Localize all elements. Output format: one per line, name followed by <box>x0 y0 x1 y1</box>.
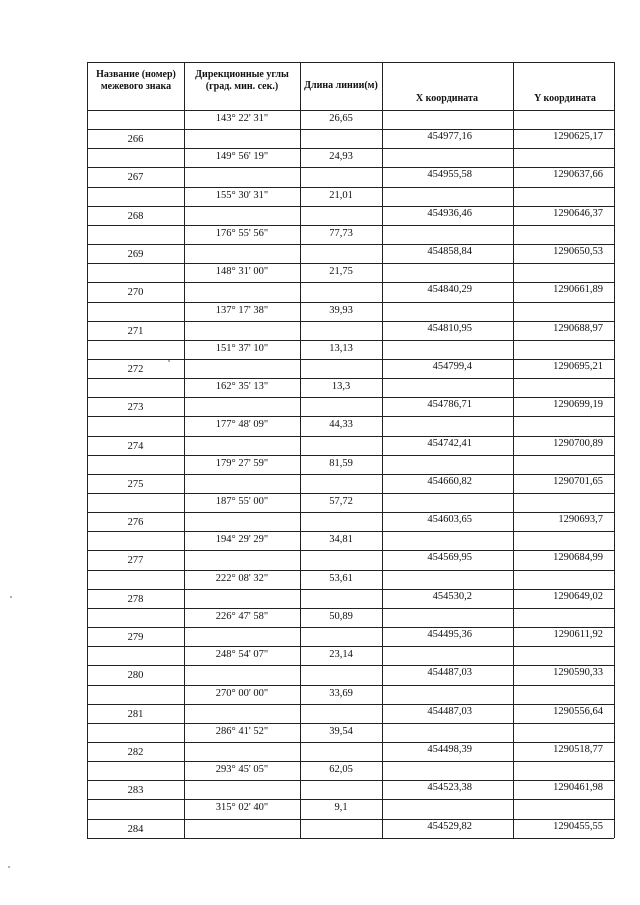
segment-angle: 187° 55' 00" <box>215 496 269 507</box>
segment-angle: 149° 56' 19" <box>215 151 269 163</box>
segment-angle: 226° 47' 58" <box>215 610 269 622</box>
table-row-rule <box>87 167 614 168</box>
segment-length: 21,75 <box>329 266 353 278</box>
segment-length: 50,89 <box>329 610 353 622</box>
table-row-rule <box>87 742 614 743</box>
table-row-rule <box>87 359 614 360</box>
point-x-coordinate: 454977,16 <box>427 131 472 143</box>
point-y-coordinate: 1290699,19 <box>553 399 603 411</box>
segment-length: 77,73 <box>329 227 353 239</box>
segment-length: 13,13 <box>329 342 353 354</box>
table-row-rule <box>87 436 614 437</box>
boundary-points-table <box>87 62 614 838</box>
table-row-rule <box>87 704 614 705</box>
point-x-coordinate: 454799,4 <box>432 360 472 372</box>
segment-angle: 155° 30' 31" <box>215 189 269 201</box>
segment-angle: 248° 54' 07" <box>215 649 269 661</box>
table-row-rule <box>87 187 614 188</box>
point-y-coordinate: 1290590,33 <box>553 667 603 679</box>
segment-length: 24,93 <box>329 151 353 163</box>
table-row-rule <box>87 474 614 475</box>
segment-angle: 179° 27' 59" <box>215 457 269 469</box>
table-row-rule <box>87 608 614 609</box>
point-number: 269 <box>127 249 144 261</box>
segment-length: 33,69 <box>329 687 353 699</box>
point-x-coordinate: 454523,38 <box>427 782 472 794</box>
point-y-coordinate: 1290518,77 <box>553 743 603 755</box>
segment-angle: 177° 48' 09" <box>215 419 269 431</box>
point-y-coordinate: 1290637,66 <box>553 169 603 181</box>
table-row-rule <box>87 761 614 762</box>
point-number: 281 <box>127 708 144 720</box>
point-y-coordinate: 1290455,55 <box>553 820 603 832</box>
point-y-coordinate: 1290688,97 <box>553 322 603 334</box>
table-row-rule <box>87 225 614 226</box>
scan-speck <box>8 866 10 868</box>
point-y-coordinate: 1290661,89 <box>553 284 603 296</box>
scan-speck <box>168 360 170 362</box>
segment-length: 39,93 <box>329 304 353 316</box>
table-row-rule <box>87 550 614 551</box>
point-x-coordinate: 454487,03 <box>427 667 472 679</box>
segment-angle: 286° 41' 52" <box>215 725 269 737</box>
table-row-rule <box>87 646 614 647</box>
point-x-coordinate: 454495,36 <box>427 629 472 641</box>
table-row-rule <box>87 493 614 494</box>
point-x-coordinate: 454840,29 <box>427 284 472 296</box>
table-row-rule <box>87 665 614 666</box>
point-x-coordinate: 454936,46 <box>427 207 472 219</box>
table-row-rule <box>87 512 614 513</box>
table-row-rule <box>87 416 614 417</box>
point-number: 274 <box>127 440 144 452</box>
point-number: 280 <box>127 670 144 682</box>
point-number: 282 <box>127 746 144 758</box>
point-y-coordinate: 1290461,98 <box>553 782 603 794</box>
point-number: 273 <box>127 402 144 414</box>
point-x-coordinate: 454498,39 <box>427 743 472 755</box>
point-y-coordinate: 1290684,99 <box>553 552 603 564</box>
segment-length: 23,14 <box>329 649 353 661</box>
table-row-rule <box>87 206 614 207</box>
point-number: 266 <box>127 134 144 146</box>
segment-length: 44,33 <box>329 419 353 431</box>
table-row-rule <box>87 627 614 628</box>
table-column-rule <box>614 62 615 838</box>
table-row-rule <box>87 455 614 456</box>
table-column-rule <box>184 62 185 838</box>
header-x: X координата <box>415 93 479 104</box>
table-row-rule <box>87 780 614 781</box>
table-row-rule <box>87 838 614 839</box>
table-row-rule <box>87 397 614 398</box>
table-row-rule <box>87 129 614 130</box>
point-number: 278 <box>127 593 144 605</box>
point-y-coordinate: 1290625,17 <box>553 131 603 143</box>
segment-angle: 176° 55' 56" <box>215 227 269 239</box>
point-y-coordinate: 1290611,92 <box>553 629 603 641</box>
point-x-coordinate: 454529,82 <box>427 820 472 832</box>
point-x-coordinate: 454810,95 <box>427 322 472 334</box>
point-x-coordinate: 454955,58 <box>427 169 472 181</box>
segment-length: 34,81 <box>329 534 353 546</box>
point-y-coordinate: 1290693,7 <box>558 514 603 526</box>
segment-length: 62,05 <box>329 764 353 776</box>
table-row-rule <box>87 282 614 283</box>
header-angle: Дирекционные углы (град. мин. сек.) <box>195 69 289 92</box>
point-number: 275 <box>127 478 144 490</box>
segment-length: 13,3 <box>331 381 351 393</box>
segment-angle: 315° 02' 40" <box>215 802 269 814</box>
point-number: 283 <box>127 785 144 797</box>
table-row-rule <box>87 62 614 63</box>
segment-length: 57,72 <box>329 496 353 507</box>
segment-angle: 293° 45' 05" <box>215 764 269 776</box>
point-number: 284 <box>127 823 144 835</box>
table-row-rule <box>87 244 614 245</box>
point-y-coordinate: 1290650,53 <box>553 246 603 258</box>
point-y-coordinate: 1290695,21 <box>553 360 603 372</box>
segment-angle: 222° 08' 32" <box>215 572 269 584</box>
header-y: Y координата <box>534 93 596 104</box>
table-row-rule <box>87 531 614 532</box>
point-y-coordinate: 1290700,89 <box>553 437 603 449</box>
table-column-rule <box>300 62 301 838</box>
table-row-rule <box>87 110 614 111</box>
point-x-coordinate: 454660,82 <box>427 475 472 487</box>
point-number: 276 <box>127 517 144 529</box>
point-number: 272 <box>127 363 144 375</box>
point-number: 277 <box>127 555 144 567</box>
segment-angle: 151° 37' 10" <box>215 342 269 354</box>
point-number: 270 <box>127 287 144 299</box>
table-row-rule <box>87 321 614 322</box>
segment-length: 81,59 <box>329 457 353 469</box>
segment-angle: 162° 35' 13" <box>215 381 269 393</box>
point-x-coordinate: 454487,03 <box>427 705 472 717</box>
point-y-coordinate: 1290701,65 <box>553 475 603 487</box>
table-row-rule <box>87 819 614 820</box>
point-y-coordinate: 1290649,02 <box>553 590 603 602</box>
header-name: Название (номер) межевого знака <box>96 69 176 92</box>
table-row-rule <box>87 148 614 149</box>
point-x-coordinate: 454569,95 <box>427 552 472 564</box>
point-number: 268 <box>127 210 144 222</box>
segment-length: 26,65 <box>329 113 353 124</box>
scan-speck <box>10 596 12 598</box>
point-number: 271 <box>127 325 144 337</box>
segment-angle: 194° 29' 29" <box>215 534 269 546</box>
segment-length: 53,61 <box>329 572 353 584</box>
point-number: 267 <box>127 172 144 184</box>
segment-angle: 137° 17' 38" <box>215 304 269 316</box>
table-row-rule <box>87 799 614 800</box>
point-y-coordinate: 1290556,64 <box>553 705 603 717</box>
table-row-rule <box>87 340 614 341</box>
table-row-rule <box>87 302 614 303</box>
table-row-rule <box>87 723 614 724</box>
point-number: 279 <box>127 632 144 644</box>
table-row-rule <box>87 378 614 379</box>
header-length: Длина линии(м) <box>304 80 378 91</box>
point-x-coordinate: 454530,2 <box>432 590 472 602</box>
point-x-coordinate: 454786,71 <box>427 399 472 411</box>
segment-length: 9,1 <box>334 802 348 814</box>
point-x-coordinate: 454742,41 <box>427 437 472 449</box>
table-row-rule <box>87 685 614 686</box>
point-x-coordinate: 454603,65 <box>427 514 472 526</box>
table-row-rule <box>87 589 614 590</box>
segment-length: 21,01 <box>329 189 353 201</box>
segment-angle: 148° 31' 00" <box>215 266 269 278</box>
table-row-rule <box>87 263 614 264</box>
segment-angle: 270° 00' 00" <box>215 687 269 699</box>
point-y-coordinate: 1290646,37 <box>553 207 603 219</box>
segment-length: 39,54 <box>329 725 353 737</box>
segment-angle: 143° 22' 31" <box>215 113 269 124</box>
table-row-rule <box>87 570 614 571</box>
point-x-coordinate: 454858,84 <box>427 246 472 258</box>
